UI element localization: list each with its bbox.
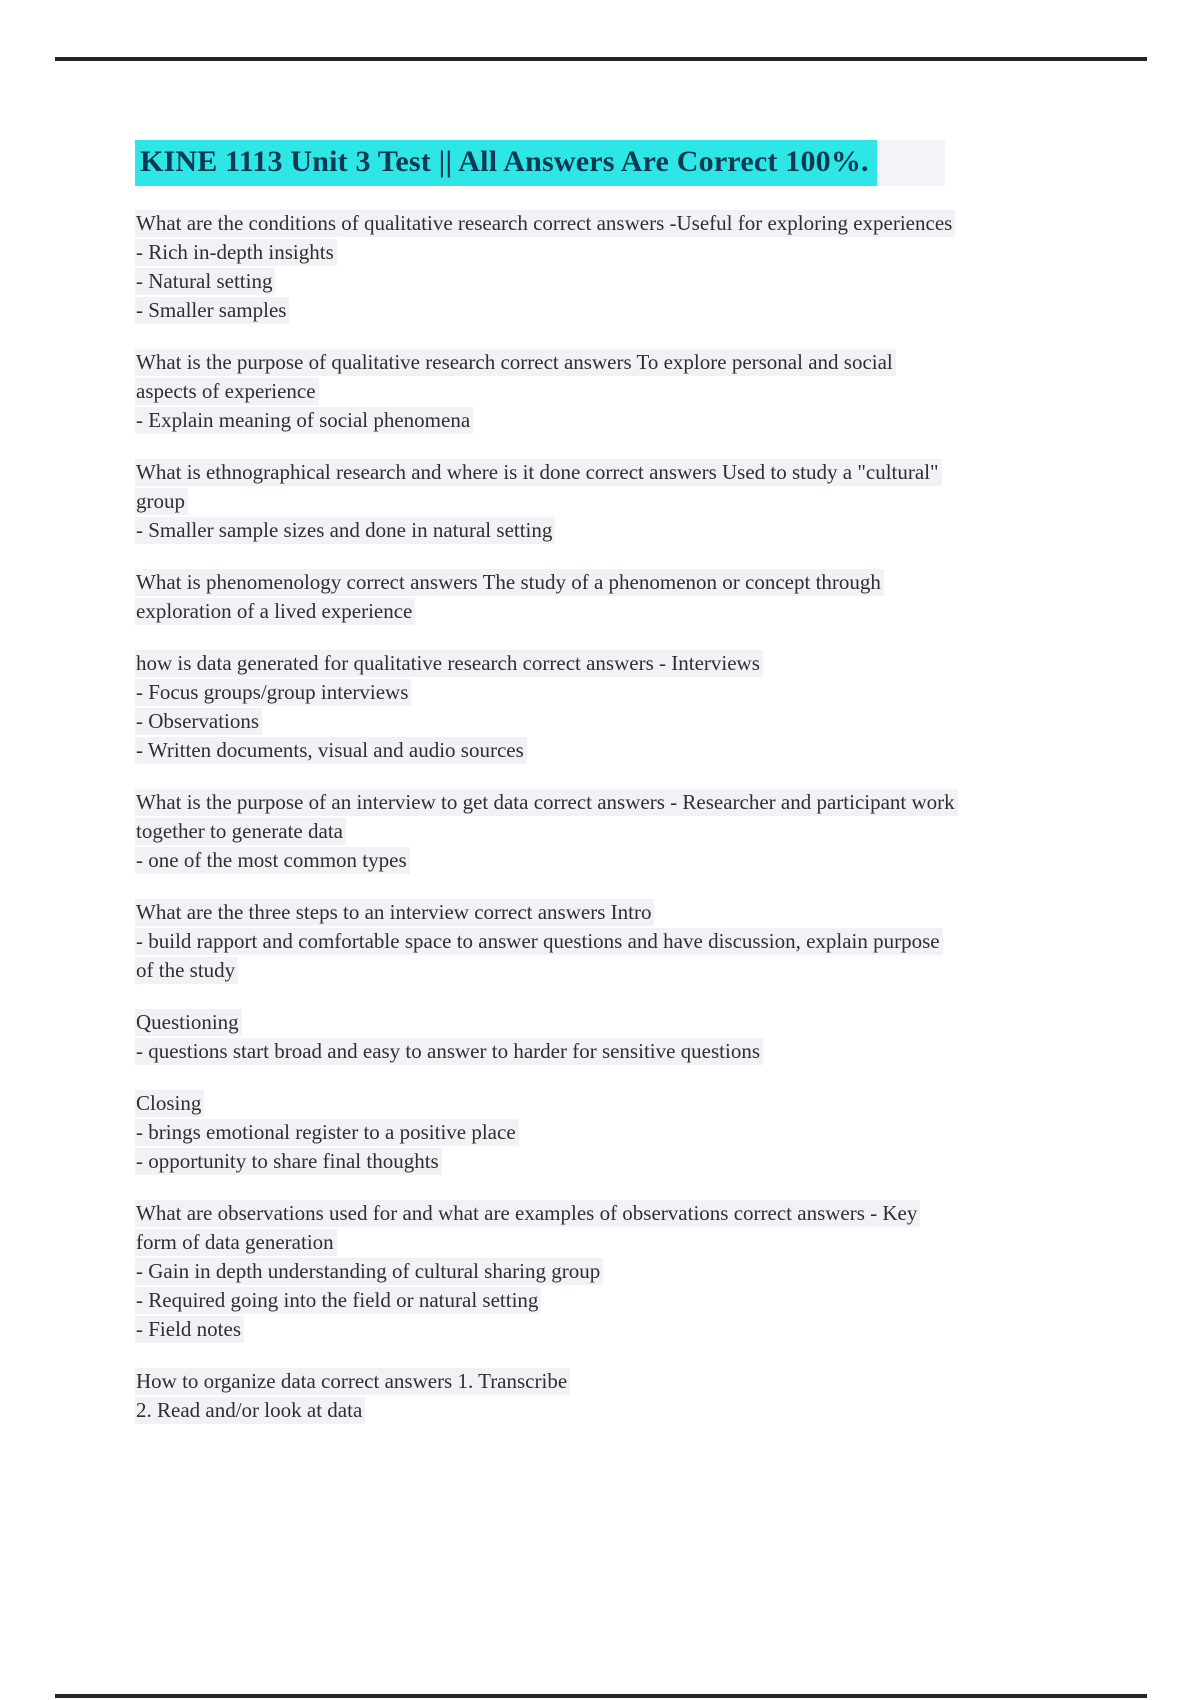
qa-line: [135, 488, 1025, 517]
qa-line: [135, 899, 1025, 928]
qa-line-text: - Focus groups/group interviews: [135, 679, 411, 706]
qa-list: [135, 210, 1025, 1426]
qa-line-text: What is phenomenology correct answers The study of a phenomenon or concept through: [135, 569, 884, 596]
qa-line: [135, 957, 1025, 986]
qa-line: [135, 789, 1025, 818]
qa-line: [135, 569, 1025, 598]
qa-paragraph: [135, 1090, 1025, 1177]
document-content: [135, 140, 1025, 1449]
bottom-rule: [55, 1694, 1147, 1698]
qa-line-text: What is the purpose of an interview to get data correct answers - Researcher and participant work: [135, 789, 958, 816]
qa-line: [135, 708, 1025, 737]
qa-line-text: - opportunity to share final thoughts: [135, 1148, 442, 1175]
qa-line-text: exploration of a lived experience: [135, 598, 415, 625]
qa-line: [135, 679, 1025, 708]
qa-line: [135, 1200, 1025, 1229]
qa-paragraph: [135, 349, 1025, 436]
qa-line-text: - build rapport and comfortable space to answer questions and have discussion, explain purpose: [135, 928, 943, 955]
qa-line-text: form of data generation: [135, 1229, 337, 1256]
qa-line-text: - Observations: [135, 708, 262, 735]
qa-paragraph: [135, 789, 1025, 876]
qa-paragraph: [135, 1368, 1025, 1426]
qa-paragraph: [135, 650, 1025, 766]
qa-line-text: - Field notes: [135, 1316, 244, 1343]
qa-line: [135, 210, 1025, 239]
qa-line-text: how is data generated for qualitative research correct answers - Interviews: [135, 650, 763, 677]
qa-line: [135, 737, 1025, 766]
qa-line: [135, 847, 1025, 876]
qa-line-text: What are the three steps to an interview correct answers Intro: [135, 899, 654, 926]
qa-line: [135, 459, 1025, 488]
qa-line: [135, 1397, 1025, 1426]
qa-line-text: - Smaller sample sizes and done in natural setting: [135, 517, 555, 544]
qa-line-text: - Gain in depth understanding of cultural sharing group: [135, 1258, 603, 1285]
top-rule: [55, 57, 1147, 61]
qa-line-text: Questioning: [135, 1009, 242, 1036]
qa-line-text: How to organize data correct answers 1. Transcribe: [135, 1368, 570, 1395]
qa-line: [135, 239, 1025, 268]
qa-line-text: group: [135, 488, 188, 515]
page-title: KINE 1113 Unit 3 Test || All Answers Are Correct 100%.: [135, 140, 877, 186]
qa-line: [135, 1258, 1025, 1287]
qa-line: [135, 297, 1025, 326]
qa-paragraph: [135, 210, 1025, 326]
qa-line: [135, 1038, 1025, 1067]
qa-line-text: - one of the most common types: [135, 847, 410, 874]
qa-paragraph: [135, 1009, 1025, 1067]
qa-line: [135, 1148, 1025, 1177]
qa-line: [135, 407, 1025, 436]
qa-line-text: - Written documents, visual and audio sources: [135, 737, 527, 764]
qa-line: [135, 598, 1025, 627]
qa-line-text: - Rich in-depth insights: [135, 239, 337, 266]
qa-line: [135, 1009, 1025, 1038]
qa-line: [135, 349, 1025, 378]
qa-line-text: 2. Read and/or look at data: [135, 1397, 365, 1424]
qa-line: [135, 1287, 1025, 1316]
qa-line-text: - Natural setting: [135, 268, 275, 295]
qa-line: [135, 517, 1025, 546]
qa-paragraph: [135, 1200, 1025, 1345]
qa-paragraph: [135, 459, 1025, 546]
qa-line-text: What are the conditions of qualitative research correct answers -Useful for exploring experiences: [135, 210, 955, 237]
qa-line: [135, 1316, 1025, 1345]
qa-line: [135, 1229, 1025, 1258]
qa-line-text: What is ethnographical research and where is it done correct answers Used to study a "cultural": [135, 459, 942, 486]
qa-line-text: - brings emotional register to a positive place: [135, 1119, 519, 1146]
qa-line: [135, 1119, 1025, 1148]
qa-line: [135, 378, 1025, 407]
qa-line-text: together to generate data: [135, 818, 346, 845]
qa-line: [135, 1090, 1025, 1119]
qa-line: [135, 818, 1025, 847]
qa-line-text: Closing: [135, 1090, 204, 1117]
qa-line-text: - Explain meaning of social phenomena: [135, 407, 473, 434]
qa-line-text: of the study: [135, 957, 238, 984]
title-highlight-band: [135, 140, 945, 186]
qa-line-text: - Smaller samples: [135, 297, 289, 324]
qa-line: [135, 928, 1025, 957]
qa-paragraph: [135, 899, 1025, 986]
qa-line-text: - questions start broad and easy to answer to harder for sensitive questions: [135, 1038, 763, 1065]
qa-line-text: aspects of experience: [135, 378, 319, 405]
qa-line: [135, 1368, 1025, 1397]
qa-line-text: - Required going into the field or natural setting: [135, 1287, 541, 1314]
qa-line: [135, 650, 1025, 679]
qa-line-text: What is the purpose of qualitative research correct answers To explore personal and social: [135, 349, 896, 376]
qa-line-text: What are observations used for and what are examples of observations correct answers - Key: [135, 1200, 920, 1227]
qa-paragraph: [135, 569, 1025, 627]
qa-line: [135, 268, 1025, 297]
